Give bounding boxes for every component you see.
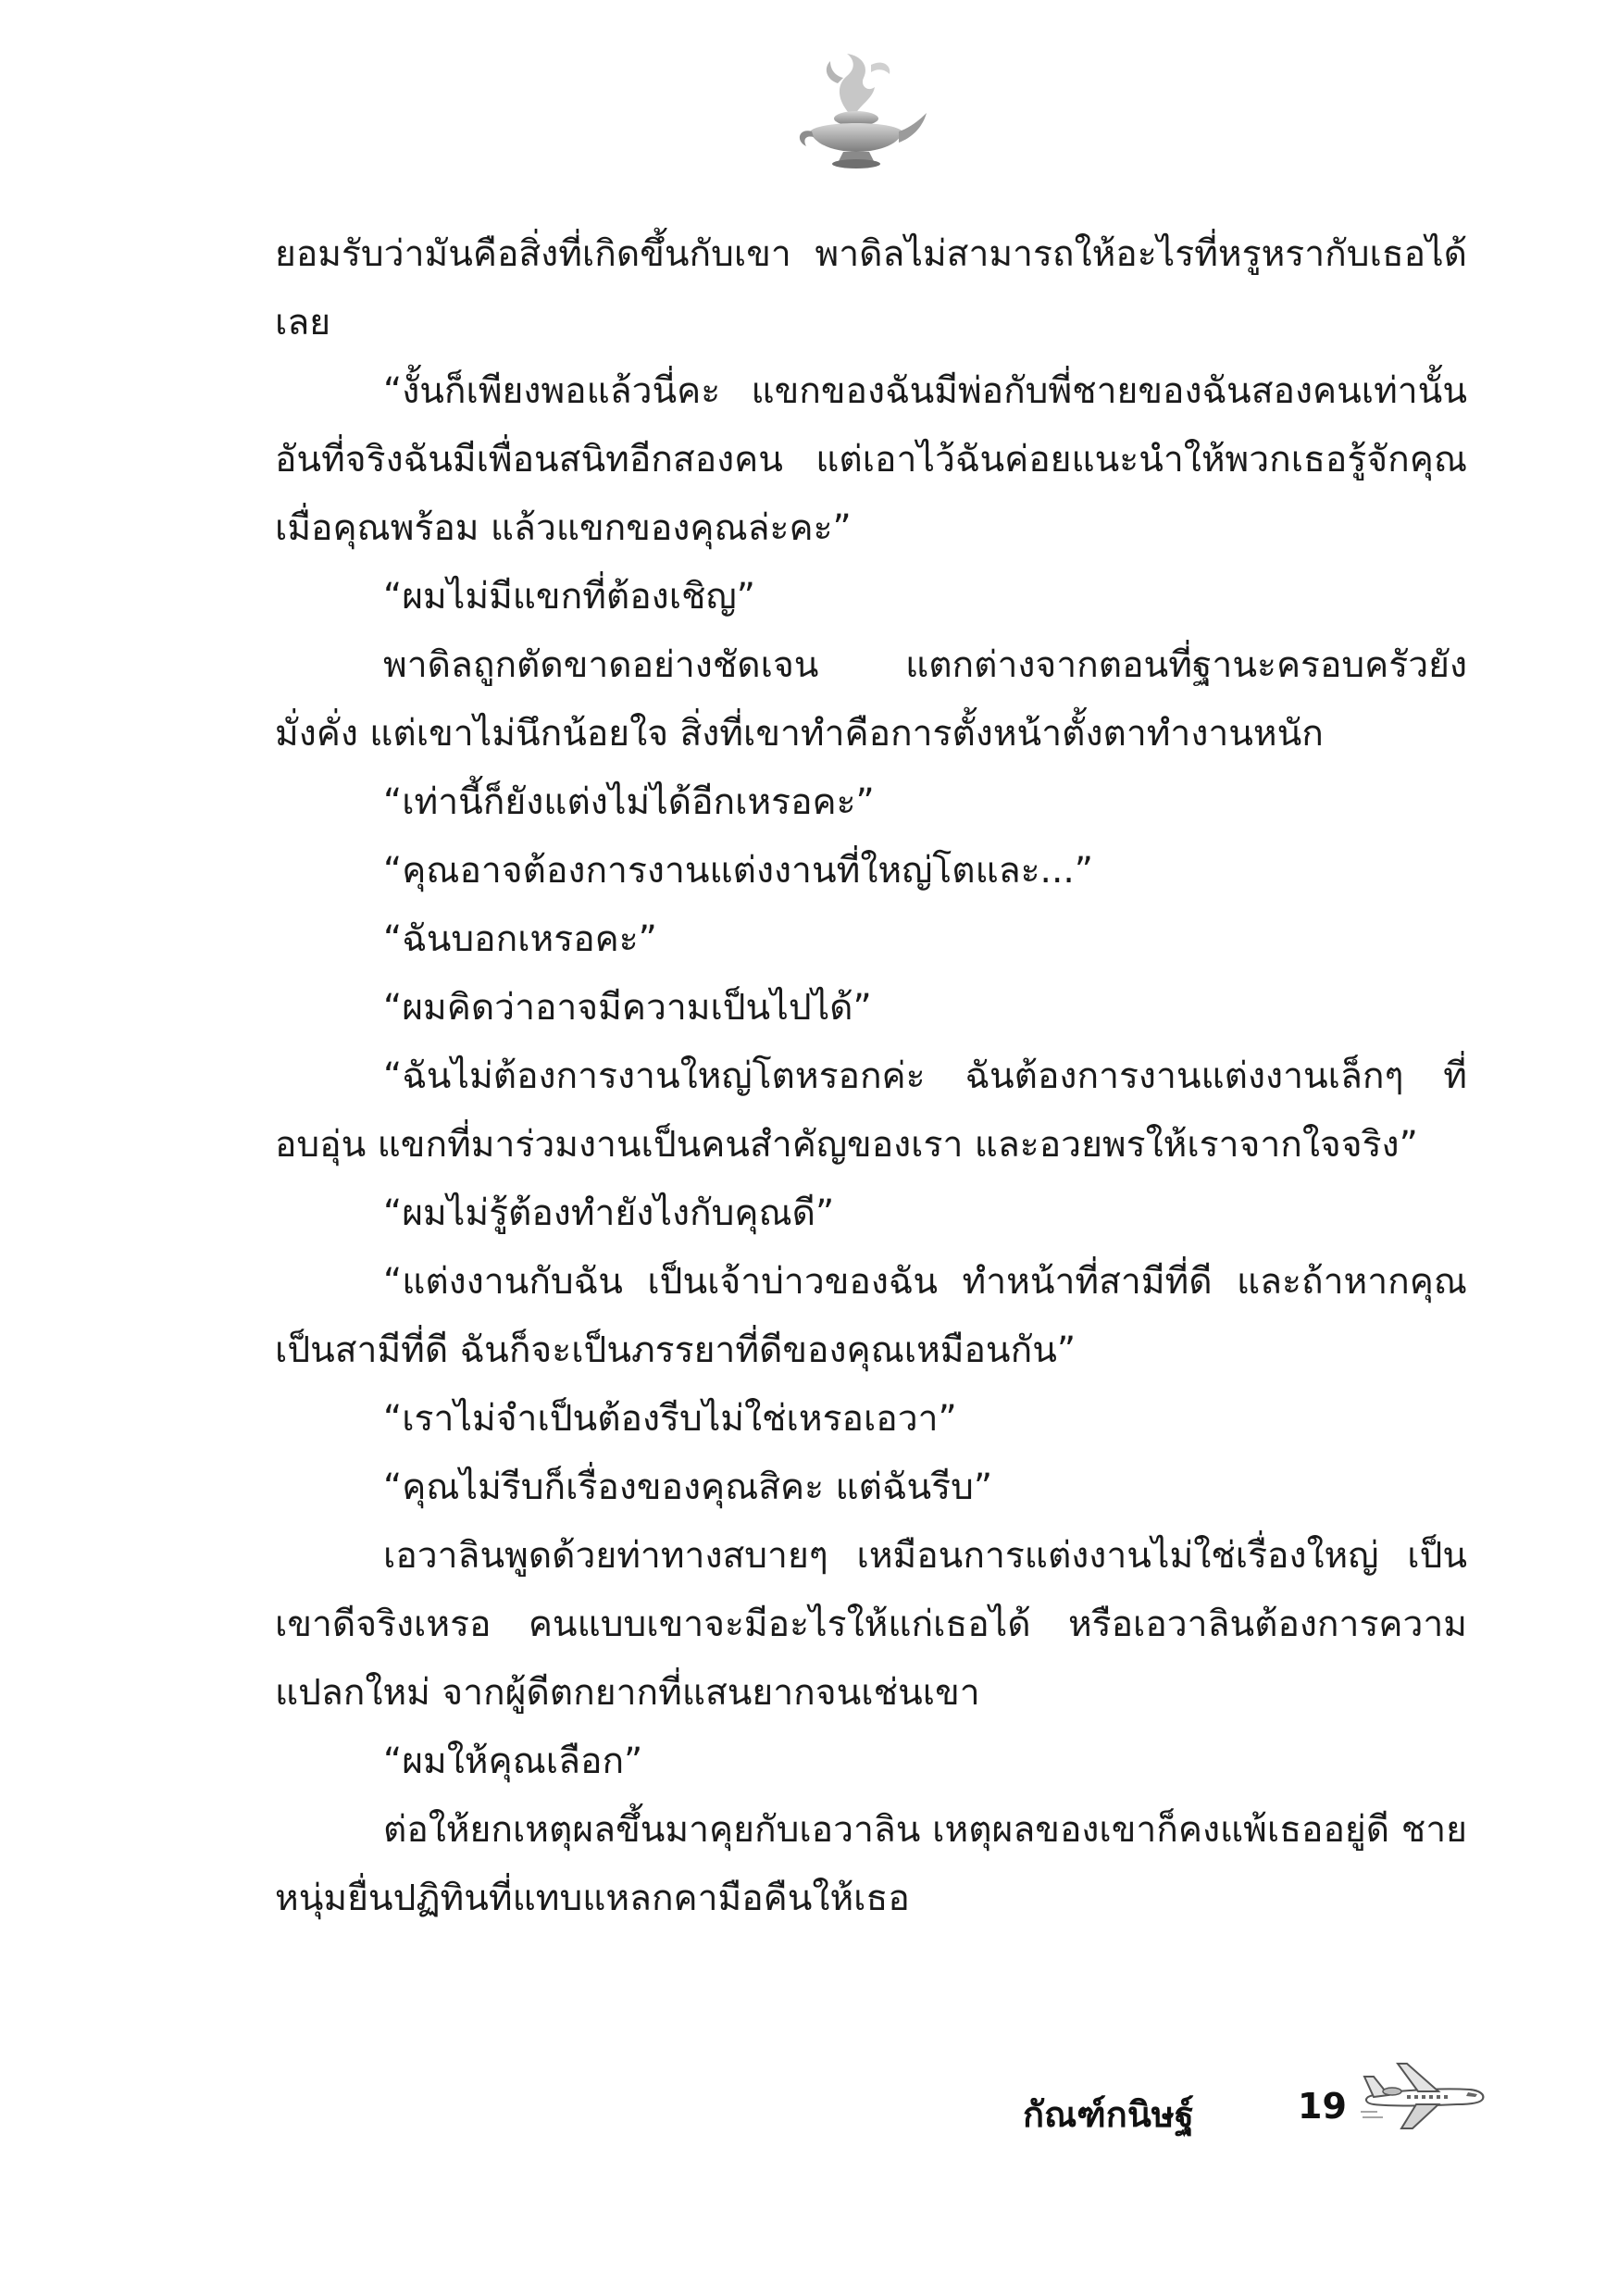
- paragraph: “ผมไม่มีแขกที่ต้องเชิญ”: [383, 576, 755, 618]
- paragraph: “คุณไม่รีบก็เรื่องของคุณสิคะ แต่ฉันรีบ”: [383, 1466, 993, 1508]
- paragraph: ยอมรับว่ามันคือสิ่งที่เกิดขึ้นกับเขา พาดิลไม่สามารถให้อะไรที่หรูหรากับเธอได้เลย: [275, 233, 1467, 343]
- paragraph: ต่อให้ยกเหตุผลขึ้นมาคุยกับเอวาลิน เหตุผลของเขาก็คงแพ้เธออยู่ดี ชายหนุ่มยื่นปฏิทินที่แทบแหลกคามือคืนให้เธอ: [275, 1809, 1467, 1919]
- paragraph: “คุณอาจต้องการงานแต่งงานที่ใหญ่โตและ...”: [383, 850, 1093, 892]
- airplane-icon: [1361, 2051, 1488, 2134]
- paragraph: เอวาลินพูดด้วยท่าทางสบายๆ เหมือนการแต่งงานไม่ใช่เรื่องใหญ่ เป็นเขาดีจริงเหรอ คนแบบเขาจะมีอะไรให้แก่เธอได้ หรือเอวาลินต้องการความแปลกใหม่ จากผู้ดีตกยากที่แสนยากจนเช่นเขา: [275, 1535, 1467, 1714]
- footer-book-title: กัณฑ์กนิษฐ์: [1023, 2094, 1194, 2135]
- paragraph: “ผมให้คุณเลือก”: [383, 1741, 643, 1782]
- paragraph: “เราไม่จำเป็นต้องรีบไม่ใช่เหรอเอวา”: [383, 1398, 957, 1440]
- paragraph: “ผมไม่รู้ต้องทำยังไงกับคุณดี”: [383, 1192, 835, 1234]
- paragraph: “งั้นก็เพียงพอแล้วนี่คะ แขกของฉันมีพ่อกับพี่ชายของฉันสองคนเท่านั้น อันที่จริงฉันมีเพื่อนสนิทอีกสองคน แต่เอาไว้ฉันค่อยแนะนำให้พวกเธอรู้จักคุณเมื่อคุณพร้อม แล้วแขกของคุณล่ะคะ”: [275, 370, 1467, 549]
- paragraph: “ฉันบอกเหรอคะ”: [383, 918, 657, 960]
- paragraph: พาดิลถูกตัดขาดอย่างชัดเจน แตกต่างจากตอนที่ฐานะครอบครัวยังมั่งคั่ง แต่เขาไม่นึกน้อยใจ สิ่งที่เขาทำคือการตั้งหน้าตั้งตาทำงานหนัก: [275, 644, 1467, 755]
- paragraph: “เท่านี้ก็ยังแต่งไม่ได้อีกเหรอคะ”: [383, 781, 875, 823]
- paragraph: “ฉันไม่ต้องการงานใหญ่โตหรอกค่ะ ฉันต้องการงานแต่งงานเล็กๆ ที่อบอุ่น แขกที่มาร่วมงานเป็นคนสำคัญของเรา และอวยพรให้เราจากใจจริง”: [275, 1055, 1467, 1166]
- paragraph: “ผมคิดว่าอาจมีความเป็นไปได้”: [383, 987, 872, 1029]
- body-text: [275, 220, 1467, 1933]
- paragraph: “แต่งงานกับฉัน เป็นเจ้าบ่าวของฉัน ทำหน้าที่สามีที่ดี และถ้าหากคุณเป็นสามีที่ดี ฉันก็จะเป็นภรรยาที่ดีของคุณเหมือนกัน”: [275, 1261, 1467, 1371]
- genie-lamp-icon: [782, 46, 930, 171]
- page-number: 19: [1298, 2086, 1347, 2127]
